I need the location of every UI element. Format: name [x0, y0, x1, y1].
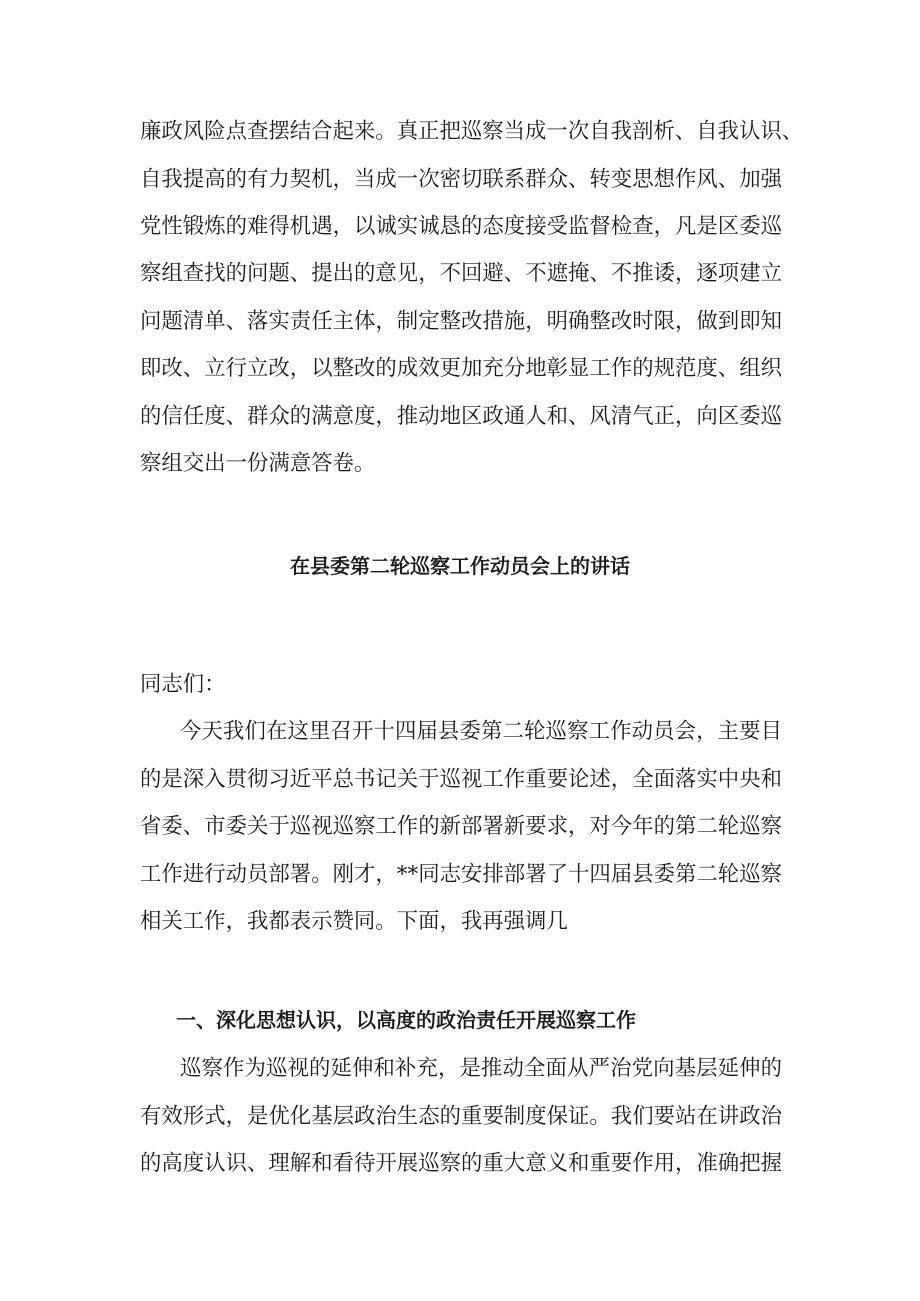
paragraph-line: 即改、立行立改，以整改的成效更加充分地彰显工作的规范度、组织	[140, 356, 782, 381]
paragraph-line: 察组交出一份满意答卷。	[140, 451, 376, 476]
speech-title: 在县委第二轮巡察工作动员会上的讲话	[290, 554, 630, 578]
paragraph-line: 的是深入贯彻习近平总书记关于巡视工作重要论述，全面落实中央和	[140, 767, 782, 792]
paragraph-line: 工作进行动员部署。刚才，**同志安排部署了十四届县委第二轮巡察	[140, 862, 782, 887]
paragraph-line: 今天我们在这里召开十四届县委第二轮巡察工作动员会，主要目	[180, 719, 782, 744]
paragraph-line: 巡察作为巡视的延伸和补充，是推动全面从严治党向基层延伸的	[180, 1056, 782, 1081]
section-heading: 一、深化思想认识，以高度的政治责任开展巡察工作	[176, 1008, 636, 1032]
paragraph-line: 党性锻炼的难得机遇，以诚实诚恳的态度接受监督检查，凡是区委巡	[140, 214, 782, 239]
paragraph-line: 相关工作，我都表示赞同。下面，我再强调几	[140, 909, 568, 934]
paragraph-line: 省委、市委关于巡视巡察工作的新部署新要求，对今年的第二轮巡察	[140, 814, 782, 839]
paragraph-line: 的高度认识、理解和看待开展巡察的重大意义和重要作用，准确把握	[140, 1151, 782, 1176]
paragraph-line: 自我提高的有力契机，当成一次密切联系群众、转变思想作风、加强	[140, 167, 782, 192]
paragraph-line: 有效形式，是优化基层政治生态的重要制度保证。我们要站在讲政治	[140, 1104, 782, 1129]
paragraph-line: 廉政风险点查摆结合起来。真正把巡察当成一次自我剖析、自我认识、	[140, 119, 804, 144]
salutation: 同志们：	[140, 672, 226, 697]
paragraph-line: 的信任度、群众的满意度，推动地区政通人和、风清气正，向区委巡	[140, 404, 782, 429]
paragraph-line: 察组查找的问题、提出的意见，不回避、不遮掩、不推诿，逐项建立	[140, 261, 782, 286]
paragraph-line: 问题清单、落实责任主体，制定整改措施，明确整改时限，做到即知	[140, 309, 782, 334]
